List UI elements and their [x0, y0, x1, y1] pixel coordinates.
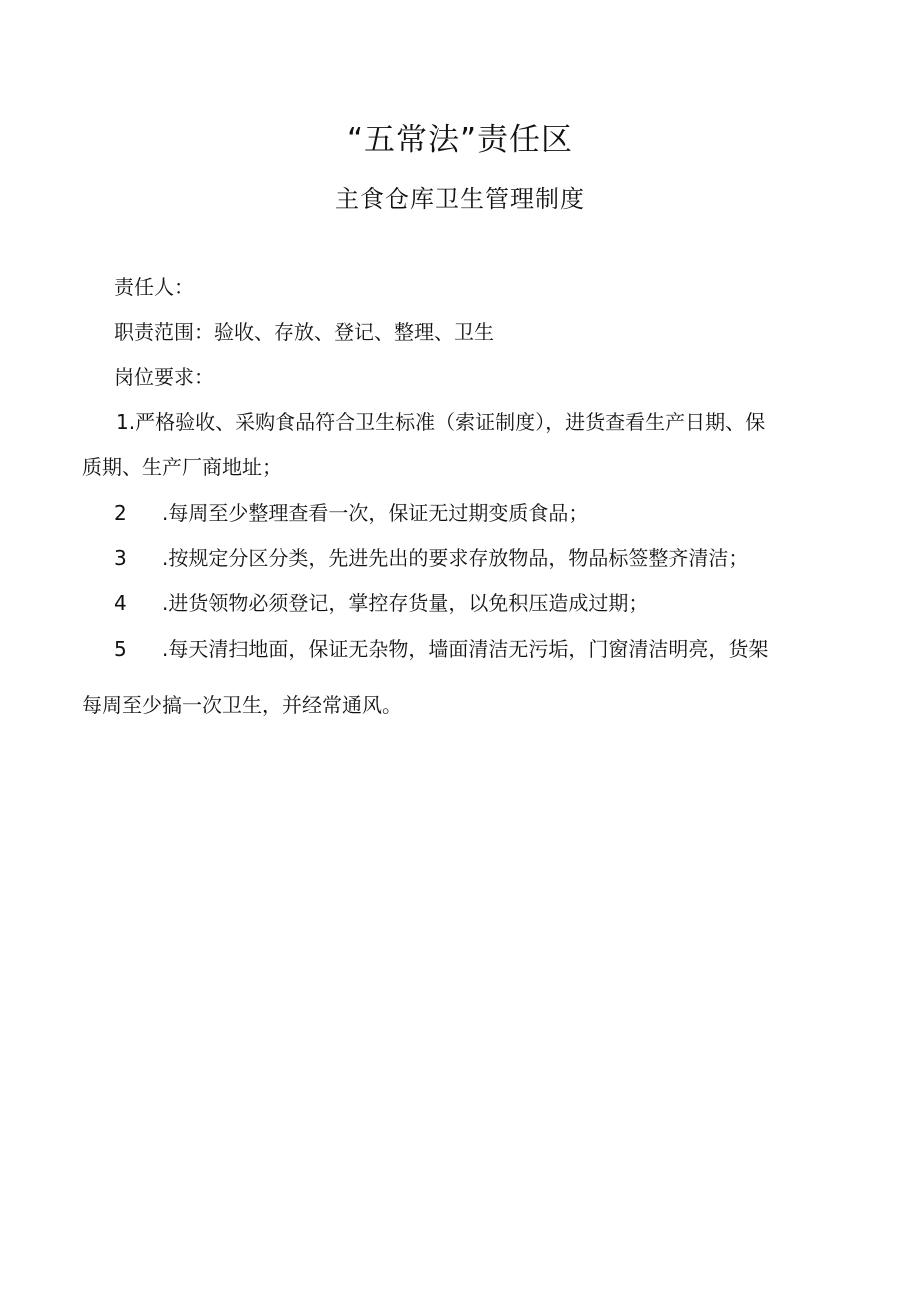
requirements-label: 岗位要求： — [114, 365, 214, 389]
page-subtitle: 主食仓库卫生管理制度 — [335, 185, 585, 213]
requirement-item-1-continued: 质期、生产厂商地址； — [82, 455, 282, 479]
requirement-item-3 — [114, 543, 748, 573]
item-number: 3 — [114, 546, 127, 570]
item-number: 2 — [114, 501, 127, 525]
page-title: “五常法”责任区 — [346, 122, 574, 158]
duty-scope: 职责范围：验收、存放、登记、整理、卫生 — [114, 320, 494, 344]
item-text: .严格验收、采购食品符合卫生标准（索证制度），进货查看生产日期、保 — [128, 410, 766, 434]
item-text: .每周至少整理查看一次，保证无过期变质食品； — [162, 501, 589, 525]
responsible-person-label: 责任人： — [114, 275, 194, 299]
item-number: 1 — [116, 410, 129, 434]
requirement-item-5-continued: 每周至少搞一次卫生，并经常通风。 — [82, 693, 402, 717]
item-text: .每天清扫地面，保证无杂物，墙面清洁无污垢，门窗清洁明亮，货架 — [162, 637, 769, 661]
item-number: 5 — [114, 637, 127, 661]
requirement-item-1 — [116, 407, 765, 437]
item-number: 4 — [114, 591, 127, 615]
requirement-item-4 — [114, 588, 648, 618]
requirement-item-5 — [114, 634, 768, 664]
requirement-item-2 — [114, 498, 588, 528]
item-text: .按规定分区分类，先进先出的要求存放物品，物品标签整齐清洁； — [162, 546, 749, 570]
item-text: .进货领物必须登记，掌控存货量，以免积压造成过期； — [162, 591, 649, 615]
